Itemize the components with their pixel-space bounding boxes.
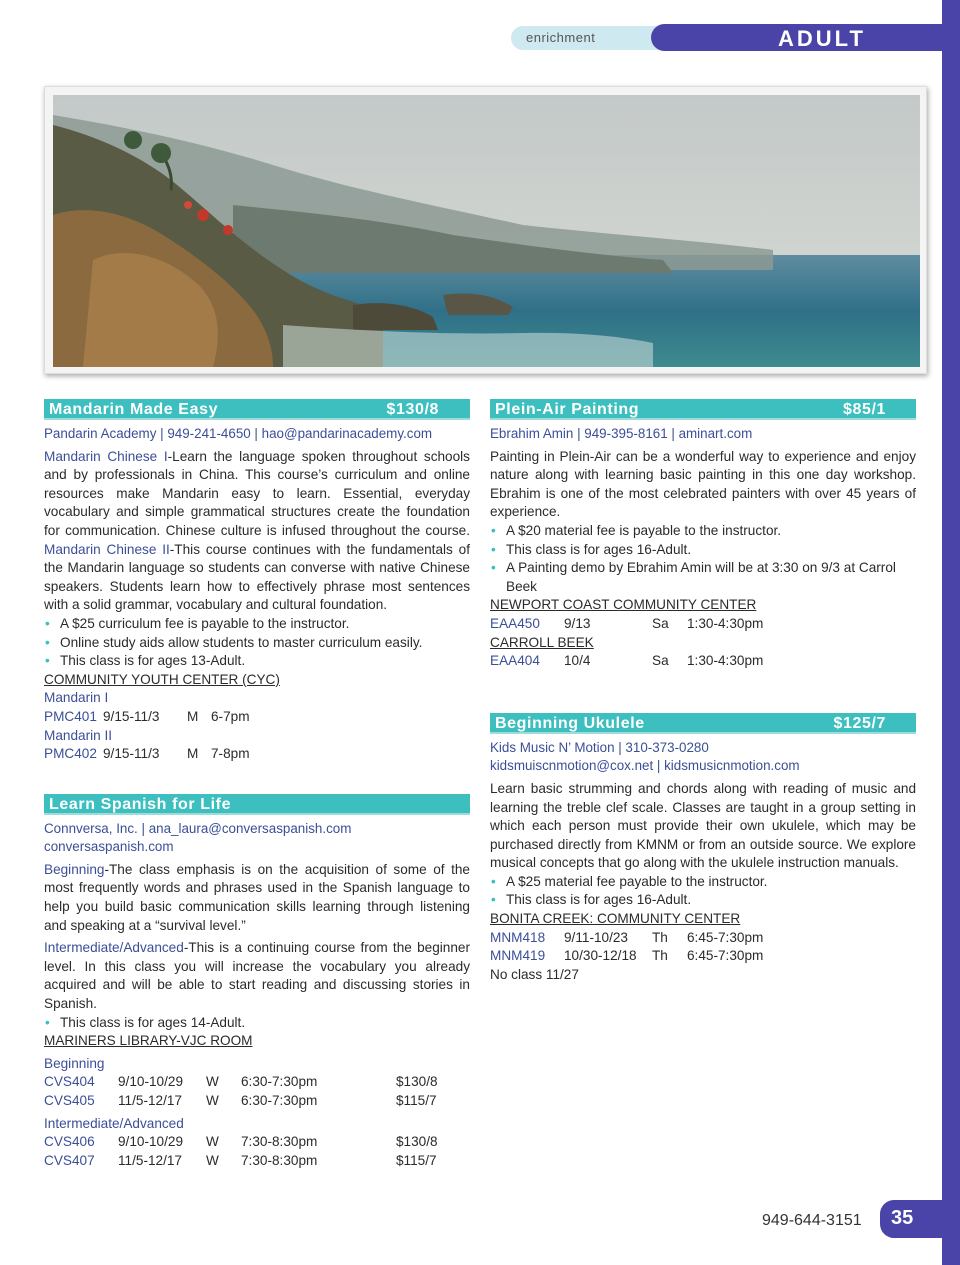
course-price: $130/8 xyxy=(396,1134,438,1150)
course-time: 6:30-7:30pm xyxy=(241,1074,318,1090)
mandarin-contact: Pandarin Academy | 949-241-4650 | hao@pandarinacademy.com xyxy=(44,426,433,441)
spanish-group-label: Beginning xyxy=(44,1055,105,1071)
course-time: 6-7pm xyxy=(211,708,250,724)
spanish-intermediate-text: -This is a continuing course from the beginner level. In this class you will increase the vocabulary you already acquired and will be able to start reading and discussing stories in Spanish. xyxy=(44,940,470,1012)
mandarin-bullets xyxy=(44,615,470,671)
course-dates: 10/30-12/18 xyxy=(564,948,637,964)
course-dates: 9/10-10/29 xyxy=(118,1074,184,1090)
ukulele-email-website: kidsmuiscnmotion@cox.net | kidsmusicnmotion.com xyxy=(490,758,800,774)
list-item: • A Painting demo by Ebrahim Amin will be at 3:30 on 9/3 at Carrol Beek xyxy=(490,559,916,596)
course-day: W xyxy=(206,1074,219,1090)
course-code[interactable]: PMC401 xyxy=(44,708,97,724)
ukulele-bullets xyxy=(490,873,916,910)
course-dates: 9/13 xyxy=(564,615,591,631)
mandarin-group-label: Mandarin II xyxy=(44,727,113,743)
schedule-row xyxy=(44,1133,470,1152)
mandarin-description xyxy=(44,448,470,615)
schedule-row xyxy=(490,652,916,671)
list-item: • Online study aids allow students to master curriculum easily. xyxy=(44,634,470,653)
section-tab-enrichment: enrichment xyxy=(511,26,661,50)
course-time: 7:30-8:30pm xyxy=(241,1152,318,1168)
painting-illustration xyxy=(53,95,920,367)
course-code[interactable]: PMC402 xyxy=(44,746,97,762)
course-time: 1:30-4:30pm xyxy=(687,615,764,631)
course-dates: 9/11-10/23 xyxy=(564,929,628,945)
course-time: 6:30-7:30pm xyxy=(241,1093,318,1108)
ukulele-section xyxy=(490,713,916,985)
course-code[interactable]: CVS406 xyxy=(44,1134,95,1150)
course-code[interactable]: CVS405 xyxy=(44,1093,95,1108)
list-item: • This class is for ages 16-Adult. xyxy=(490,891,916,910)
spanish-section xyxy=(44,794,470,1171)
course-time: 7:30-8:30pm xyxy=(241,1134,318,1150)
mandarin-section xyxy=(44,399,470,764)
course-code[interactable]: CVS404 xyxy=(44,1074,95,1090)
list-item: • A $25 curriculum fee is payable to the instructor. xyxy=(44,615,470,634)
footer-phone: 949-644-3151 xyxy=(762,1212,862,1229)
course-price: $130/8 xyxy=(396,1074,438,1090)
course-time: 1:30-4:30pm xyxy=(687,653,764,669)
list-item: • A $25 material fee payable to the instructor. xyxy=(490,873,916,892)
mandarin-level1-text: -Learn the language spoken throughout schools and by professionals in China. This course’s curriculum and online resources make Mandarin easy to learn. Essential, everyday vocabulary and simple grammatical structures create the foundation for communication. Chinese culture is infused throughout the course. xyxy=(44,448,470,538)
page-number: 35 xyxy=(880,1200,942,1238)
plein-air-location: NEWPORT COAST COMMUNITY CENTER xyxy=(490,597,757,613)
spanish-location: MARINERS LIBRARY-VJC ROOM xyxy=(44,1033,253,1049)
course-day: Th xyxy=(652,948,668,964)
category-tab-adult: ADULT xyxy=(651,24,943,51)
course-code[interactable]: EAA450 xyxy=(490,615,540,631)
course-day: W xyxy=(206,1093,219,1108)
spanish-beginning-description xyxy=(44,861,470,935)
list-item: • This class is for ages 13-Adult. xyxy=(44,652,470,671)
list-item: • This class is for ages 16-Adult. xyxy=(490,541,916,560)
mandarin-price: $130/8 xyxy=(386,401,439,418)
course-dates: 9/15-11/3 xyxy=(103,746,160,762)
course-dates: 11/5-12/17 xyxy=(118,1093,182,1108)
plein-air-description: Painting in Plein-Air can be a wonderful way to experience and enjoy nature along with learning basic painting in this one day workshop. Ebrahim is one of the most celebrated painters with over 45 years of experience. xyxy=(490,448,916,520)
course-day: Sa xyxy=(652,653,669,669)
spanish-title: Learn Spanish for Life xyxy=(49,795,232,813)
course-time: 7-8pm xyxy=(211,746,250,762)
course-code[interactable]: EAA404 xyxy=(490,653,540,669)
ukulele-location: BONITA CREEK: COMMUNITY CENTER xyxy=(490,911,741,927)
ukulele-title: Beginning Ukulele xyxy=(495,714,645,732)
right-column xyxy=(490,399,916,984)
spanish-beginning-text: -The class emphasis is on the acquisition of some of the most frequently words and phrases used in the Spanish language to help you build basic communication skills learning through listening and speaking at a “survival level.” xyxy=(44,861,470,933)
schedule-row xyxy=(44,1152,470,1171)
ukulele-price: $125/7 xyxy=(833,714,886,732)
course-dates: 11/5-12/17 xyxy=(118,1152,182,1168)
list-item: • This class is for ages 14-Adult. xyxy=(44,1014,470,1033)
schedule-row xyxy=(44,1092,470,1111)
course-dates: 9/10-10/29 xyxy=(118,1134,184,1150)
mandarin-header xyxy=(44,399,470,420)
plein-air-title: Plein-Air Painting xyxy=(495,401,640,418)
plein-air-section xyxy=(490,399,916,671)
schedule-row xyxy=(490,929,916,948)
spanish-group-label: Intermediate/Advanced xyxy=(44,1115,184,1131)
mandarin-level2-label: Mandarin Chinese II xyxy=(44,541,170,557)
plein-air-header xyxy=(490,399,916,420)
ukulele-note: No class 11/27 xyxy=(490,966,579,982)
course-day: M xyxy=(187,746,199,762)
course-dates: 10/4 xyxy=(564,653,591,669)
schedule-row xyxy=(490,947,916,966)
plein-air-contact: Ebrahim Amin | 949-395-8161 | aminart.com xyxy=(490,426,753,441)
plein-air-location: CARROLL BEEK xyxy=(490,634,594,650)
ukulele-description: Learn basic strumming and chords along with reading of music and learning the treble clef scale. Classes are taught in a group setting in which each person must provide their own ukulele, which may be purchased directly from KMNM or from an outside source. We explore musical concepts that go along with the ukulele instruction manuals. xyxy=(490,780,916,871)
mandarin-location: COMMUNITY YOUTH CENTER (CYC) xyxy=(44,671,280,687)
page-edge-bar xyxy=(942,0,960,1265)
spanish-intermediate-label: Intermediate/Advanced xyxy=(44,940,184,956)
ukulele-header xyxy=(490,713,916,734)
plein-air-bullets xyxy=(490,522,916,596)
course-dates: 9/15-11/3 xyxy=(103,708,160,724)
course-day: M xyxy=(187,708,199,724)
course-time: 6:45-7:30pm xyxy=(687,929,764,945)
schedule-row xyxy=(44,708,470,727)
mandarin-group-label: Mandarin I xyxy=(44,690,109,706)
schedule-row xyxy=(44,1073,470,1092)
course-price: $115/7 xyxy=(396,1152,437,1168)
spanish-intermediate-description xyxy=(44,939,470,1013)
course-time: 6:45-7:30pm xyxy=(687,948,764,964)
spanish-bullets xyxy=(44,1014,470,1033)
ukulele-contact: Kids Music N’ Motion | 310-373-0280 xyxy=(490,739,709,755)
list-item: • A $20 material fee is payable to the instructor. xyxy=(490,522,916,541)
plein-air-price: $85/1 xyxy=(842,401,886,418)
mandarin-title: Mandarin Made Easy xyxy=(49,401,219,418)
course-day: W xyxy=(206,1134,219,1150)
course-code[interactable]: CVS407 xyxy=(44,1152,95,1168)
spanish-website: conversaspanish.com xyxy=(44,839,174,855)
spanish-beginning-label: Beginning xyxy=(44,861,105,877)
spanish-contact: Connversa, Inc. | ana_laura@conversaspanish.com xyxy=(44,820,352,836)
course-day: Th xyxy=(652,929,668,945)
course-code[interactable]: MNM419 xyxy=(490,948,546,964)
schedule-row xyxy=(44,745,470,764)
schedule-row xyxy=(490,615,916,634)
coastal-painting-photo xyxy=(44,86,927,374)
spanish-header xyxy=(44,794,470,815)
mandarin-level1-label: Mandarin Chinese I xyxy=(44,448,168,464)
course-price: $115/7 xyxy=(396,1093,437,1108)
mandarin-level2-text: -This course continues with the fundamentals of the Mandarin language so students can converse with native Chinese speakers. Students learn how to effectively phrase most sentences with a solid grammar, vocabulary and cultural foundation. xyxy=(44,541,471,613)
course-day: W xyxy=(206,1152,219,1168)
course-day: Sa xyxy=(652,615,669,631)
course-code[interactable]: MNM418 xyxy=(490,929,546,945)
left-column xyxy=(44,399,470,1170)
